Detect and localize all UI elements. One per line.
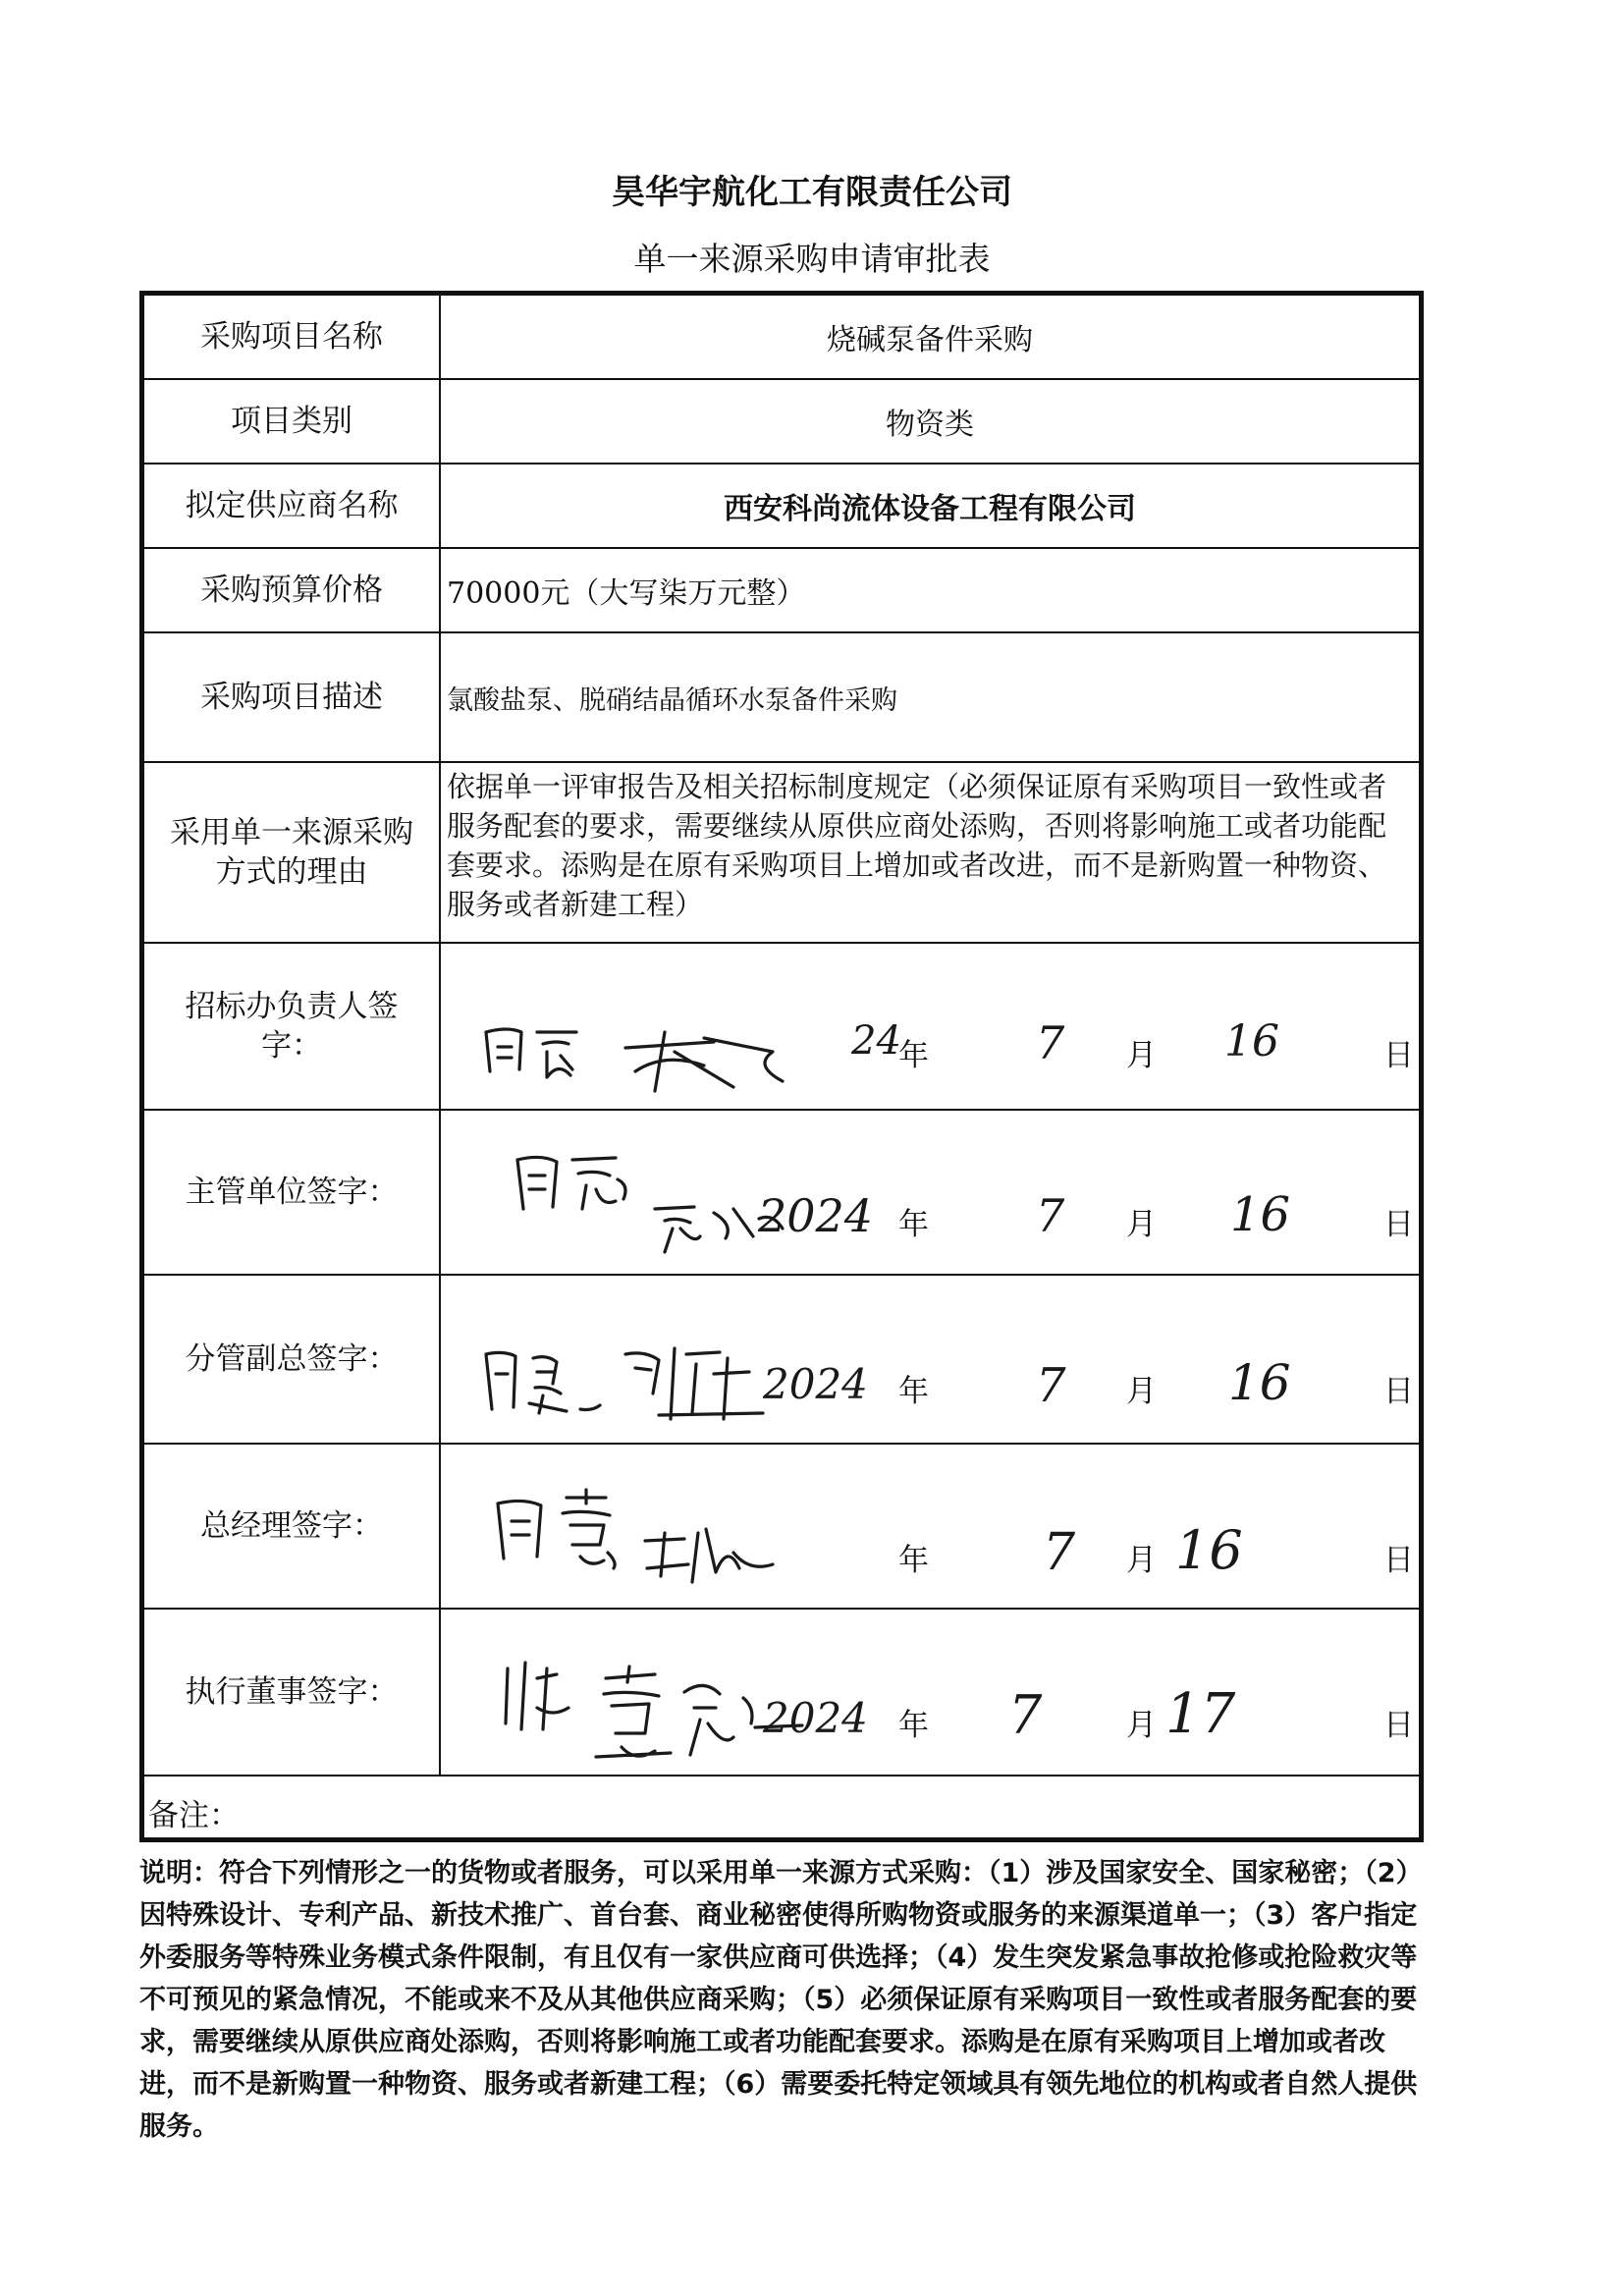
signature-5-month-label: 月 bbox=[1126, 1708, 1157, 1743]
signature-4-day-label: 日 bbox=[1383, 1543, 1414, 1578]
description-label: 采购项目描述 bbox=[144, 633, 441, 761]
remarks-label: 备注： bbox=[148, 1797, 240, 1833]
form-title: 单一来源采购申请审批表 bbox=[633, 240, 991, 278]
signature-1-year: 24 bbox=[851, 1018, 901, 1064]
project-name-label: 采购项目名称 bbox=[144, 296, 441, 378]
handwritten-approval-signature bbox=[488, 1474, 802, 1592]
signature-3-year-label: 年 bbox=[898, 1374, 929, 1409]
signature-3-day: 16 bbox=[1228, 1354, 1291, 1411]
signature-1-day-label: 日 bbox=[1383, 1038, 1414, 1073]
handwritten-approval-signature bbox=[478, 993, 802, 1101]
vice-president-signature-label: 分管副总签字： bbox=[144, 1276, 441, 1443]
signature-1-month: 7 bbox=[1036, 1016, 1065, 1069]
signature-1-month-label: 月 bbox=[1126, 1038, 1157, 1073]
supplier-value: 西安科尚流体设备工程有限公司 bbox=[724, 492, 1136, 526]
category-label: 项目类别 bbox=[144, 380, 441, 463]
signature-row-bidding-office bbox=[144, 944, 1419, 1111]
category-value: 物资类 bbox=[886, 408, 974, 442]
signature-1-day: 16 bbox=[1224, 1016, 1279, 1066]
row-budget bbox=[144, 549, 1419, 633]
supplier-label: 拟定供应商名称 bbox=[144, 465, 441, 547]
description-value: 氯酸盐泵、脱硝结晶循环水泵备件采购 bbox=[447, 684, 897, 716]
signature-4-day: 16 bbox=[1175, 1519, 1243, 1581]
signature-1-year-label: 年 bbox=[898, 1038, 929, 1073]
signature-5-month: 7 bbox=[1008, 1684, 1043, 1746]
supervising-unit-signature-label: 主管单位签字： bbox=[144, 1111, 441, 1274]
executive-director-signature-label: 执行董事签字： bbox=[144, 1610, 441, 1775]
explanation-text: 说明：符合下列情形之一的货物或者服务，可以采用单一来源方式采购：（1）涉及国家安全、国家秘密；（2）因特殊设计、专利产品、新技术推广、首台套、商业秘密使得所购物资或服务的来源渠道单一；（3）客户指定外委服务等特殊业务模式条件限制，有且仅有一家供应商可供选择；（4）发生突发紧急事故抢修或抢险救灾等不可预见的紧急情况，不能或来不及从其他供应商采购；（5）必须保证原有采购项目一致性或者服务配套的要求，需要继续从原供应商处添购，否则将影响施工或者功能配套要求。添购是在原有采购项目上增加或者改进，而不是新购置一种物资、服务或者新建工程；（6）需要委托特定领域具有领先地位的机构或者自然人提供服务。 bbox=[139, 1858, 1423, 2142]
signature-2-month-label: 月 bbox=[1126, 1207, 1157, 1242]
handwritten-approval-signature bbox=[478, 1325, 792, 1433]
signature-3-month-label: 月 bbox=[1126, 1374, 1157, 1409]
project-name-value: 烧碱泵备件采购 bbox=[827, 323, 1033, 357]
signature-5-day-label: 日 bbox=[1383, 1708, 1414, 1743]
signature-2-day: 16 bbox=[1230, 1187, 1291, 1242]
general-manager-signature-label: 总经理签字： bbox=[144, 1445, 441, 1608]
reason-value: 依据单一评审报告及相关招标制度规定（必须保证原有采购项目一致性或者服务配套的要求，需要继续从原供应商处添购，否则将影响施工或者功能配套要求。添购是在原有采购项目上增加或者改进，而不是新购置一种物资、服务或者新建工程） bbox=[447, 770, 1387, 921]
row-category bbox=[144, 380, 1419, 465]
signature-2-day-label: 日 bbox=[1383, 1207, 1414, 1242]
row-reason bbox=[144, 763, 1419, 944]
signature-5-year-label: 年 bbox=[898, 1708, 929, 1743]
signature-row-supervising-unit bbox=[144, 1111, 1419, 1276]
company-title: 昊华宇航化工有限责任公司 bbox=[612, 173, 1012, 212]
row-supplier bbox=[144, 465, 1419, 549]
budget-label: 采购预算价格 bbox=[144, 549, 441, 631]
signature-4-year-label: 年 bbox=[898, 1543, 929, 1578]
bidding-office-signature-label: 招标办负责人签字： bbox=[144, 944, 441, 1109]
signature-3-month: 7 bbox=[1036, 1358, 1066, 1413]
signature-4-month: 7 bbox=[1043, 1523, 1076, 1582]
signature-5-day: 17 bbox=[1165, 1682, 1236, 1746]
signature-3-year: 2024 bbox=[763, 1360, 868, 1408]
signature-2-year-label: 年 bbox=[898, 1207, 929, 1242]
signature-row-general-manager bbox=[144, 1445, 1419, 1610]
signature-2-year: 2024 bbox=[758, 1189, 874, 1242]
signature-row-vice-president bbox=[144, 1276, 1419, 1445]
budget-value: 70000元（大写柒万元整） bbox=[447, 576, 806, 611]
row-remarks bbox=[144, 1777, 1419, 1847]
signature-3-day-label: 日 bbox=[1383, 1374, 1414, 1409]
signature-5-year: 2024 bbox=[763, 1694, 868, 1742]
row-project-name bbox=[144, 296, 1419, 380]
reason-label: 采用单一来源采购方式的理由 bbox=[144, 763, 441, 942]
row-description bbox=[144, 633, 1419, 763]
signature-row-executive-director bbox=[144, 1610, 1419, 1777]
signature-2-month: 7 bbox=[1036, 1189, 1065, 1242]
approval-form bbox=[139, 291, 1424, 1842]
signature-4-month-label: 月 bbox=[1126, 1543, 1157, 1578]
